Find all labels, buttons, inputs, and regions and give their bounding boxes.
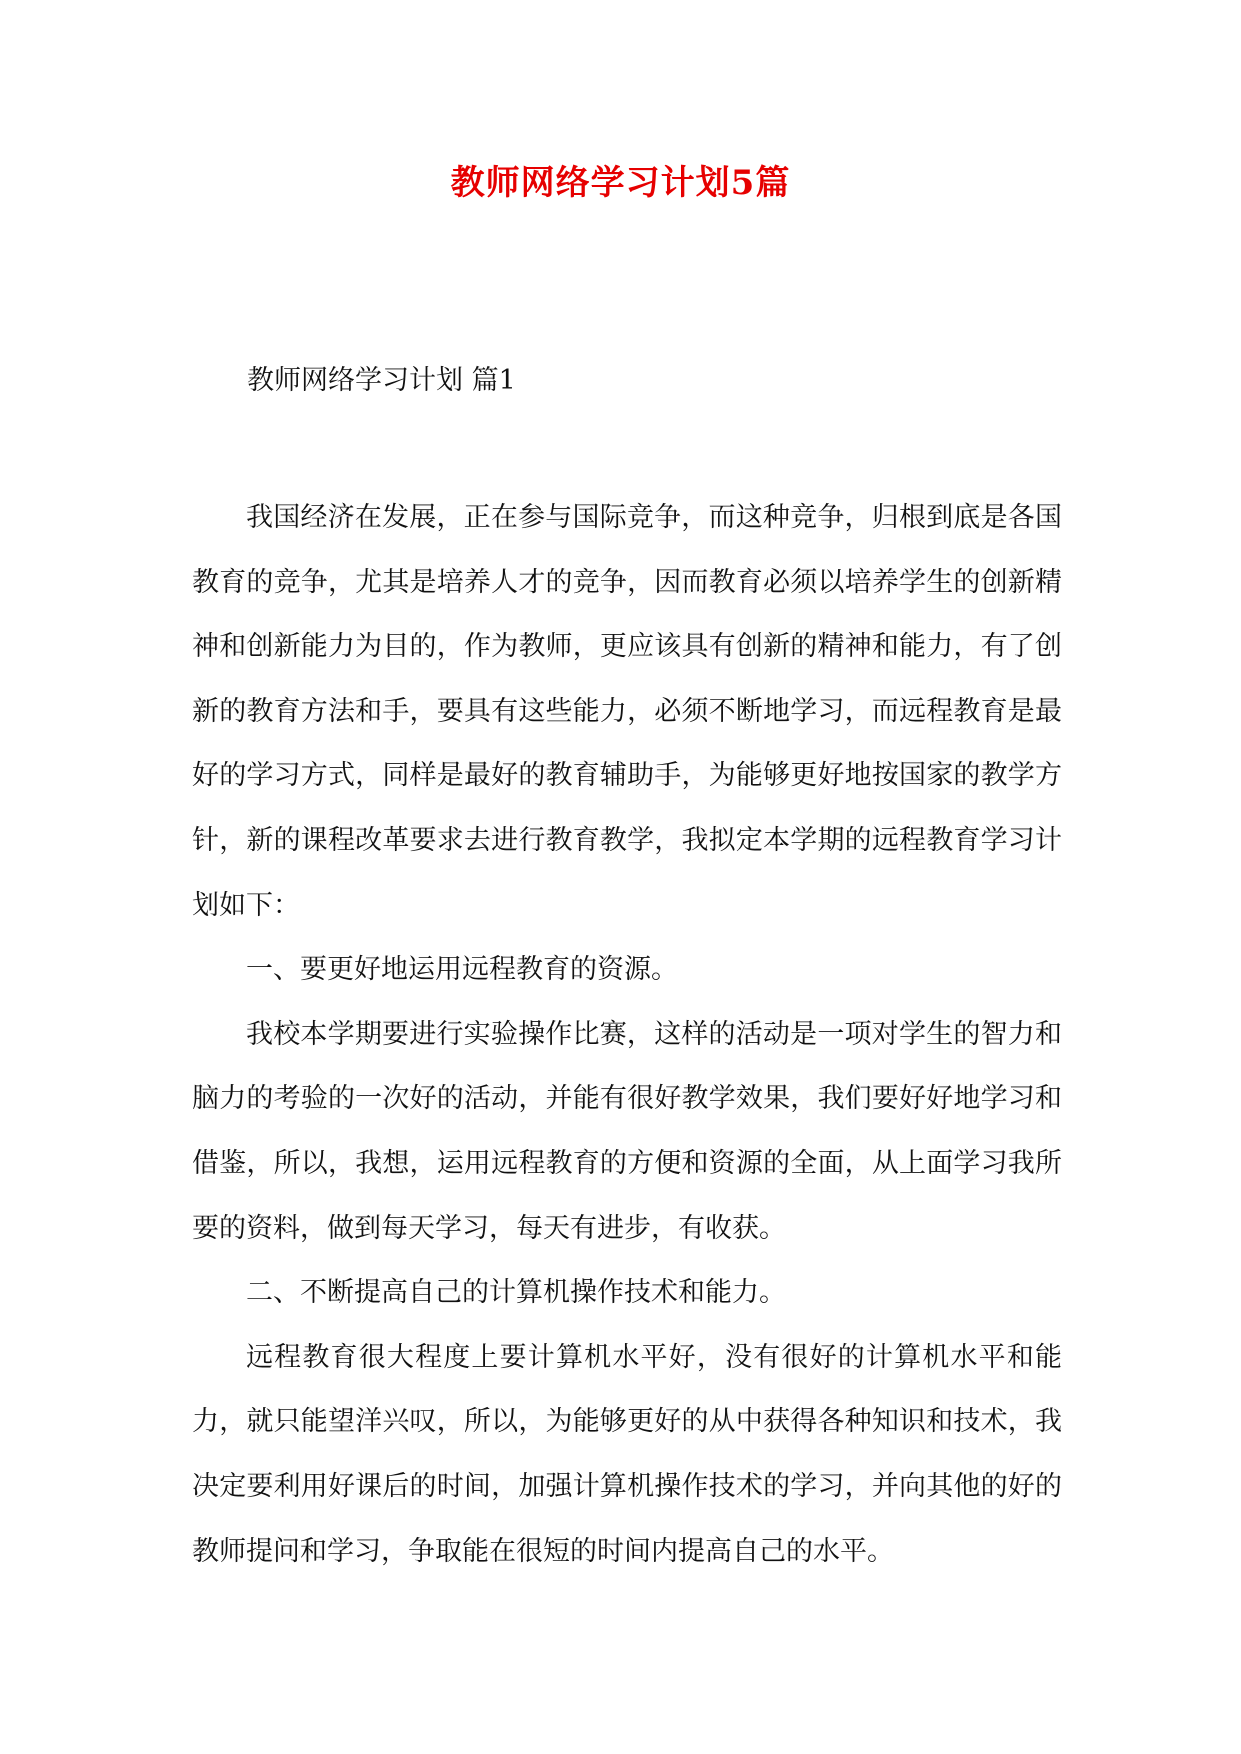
paragraph-resources: 我校本学期要进行实验操作比赛，这样的活动是一项对学生的智力和脑力的考验的一次好的活动，并能有很好教学效果，我们要好好地学习和借鉴，所以，我想，运用远程教育的方便和资源的全面，从上面学习我所要的资料，做到每天学习，每天有进步，有收获。 xyxy=(192,1018,1062,1244)
paragraph-heading-1: 一、要更好地运用远程教育的资源。 xyxy=(246,954,678,986)
paragraph-heading-2: 二、不断提高自己的计算机操作技术和能力。 xyxy=(246,1277,786,1309)
section-heading: 教师网络学习计划 篇1 xyxy=(247,365,516,396)
page-title: 教师网络学习计划5篇 xyxy=(450,163,791,203)
paragraph-computer-skills: 远程教育很大程度上要计算机水平好，没有很好的计算机水平和能力，就只能望洋兴叹，所以，为能够更好的从中获得各种知识和技术，我决定要利用好课后的时间，加强计算机操作技术的学习，并向其他的好的教师提问和学习，争取能在很短的时间内提高自己的水平。 xyxy=(192,1341,1062,1567)
document-body xyxy=(192,486,1062,1584)
paragraph-intro: 我国经济在发展，正在参与国际竞争，而这种竞争，归根到底是各国教育的竞争，尤其是培养人才的竞争，因而教育必须以培养学生的创新精神和创新能力为目的，作为教师，更应该具有创新的精神和能力，有了创新的教育方法和手，要具有这些能力，必须不断地学习，而远程教育是最好的学习方式，同样是最好的教育辅助手，为能够更好地按国家的教学方针，新的课程改革要求去进行教育教学，我拟定本学期的远程教育学习计划如下： xyxy=(192,502,1062,921)
